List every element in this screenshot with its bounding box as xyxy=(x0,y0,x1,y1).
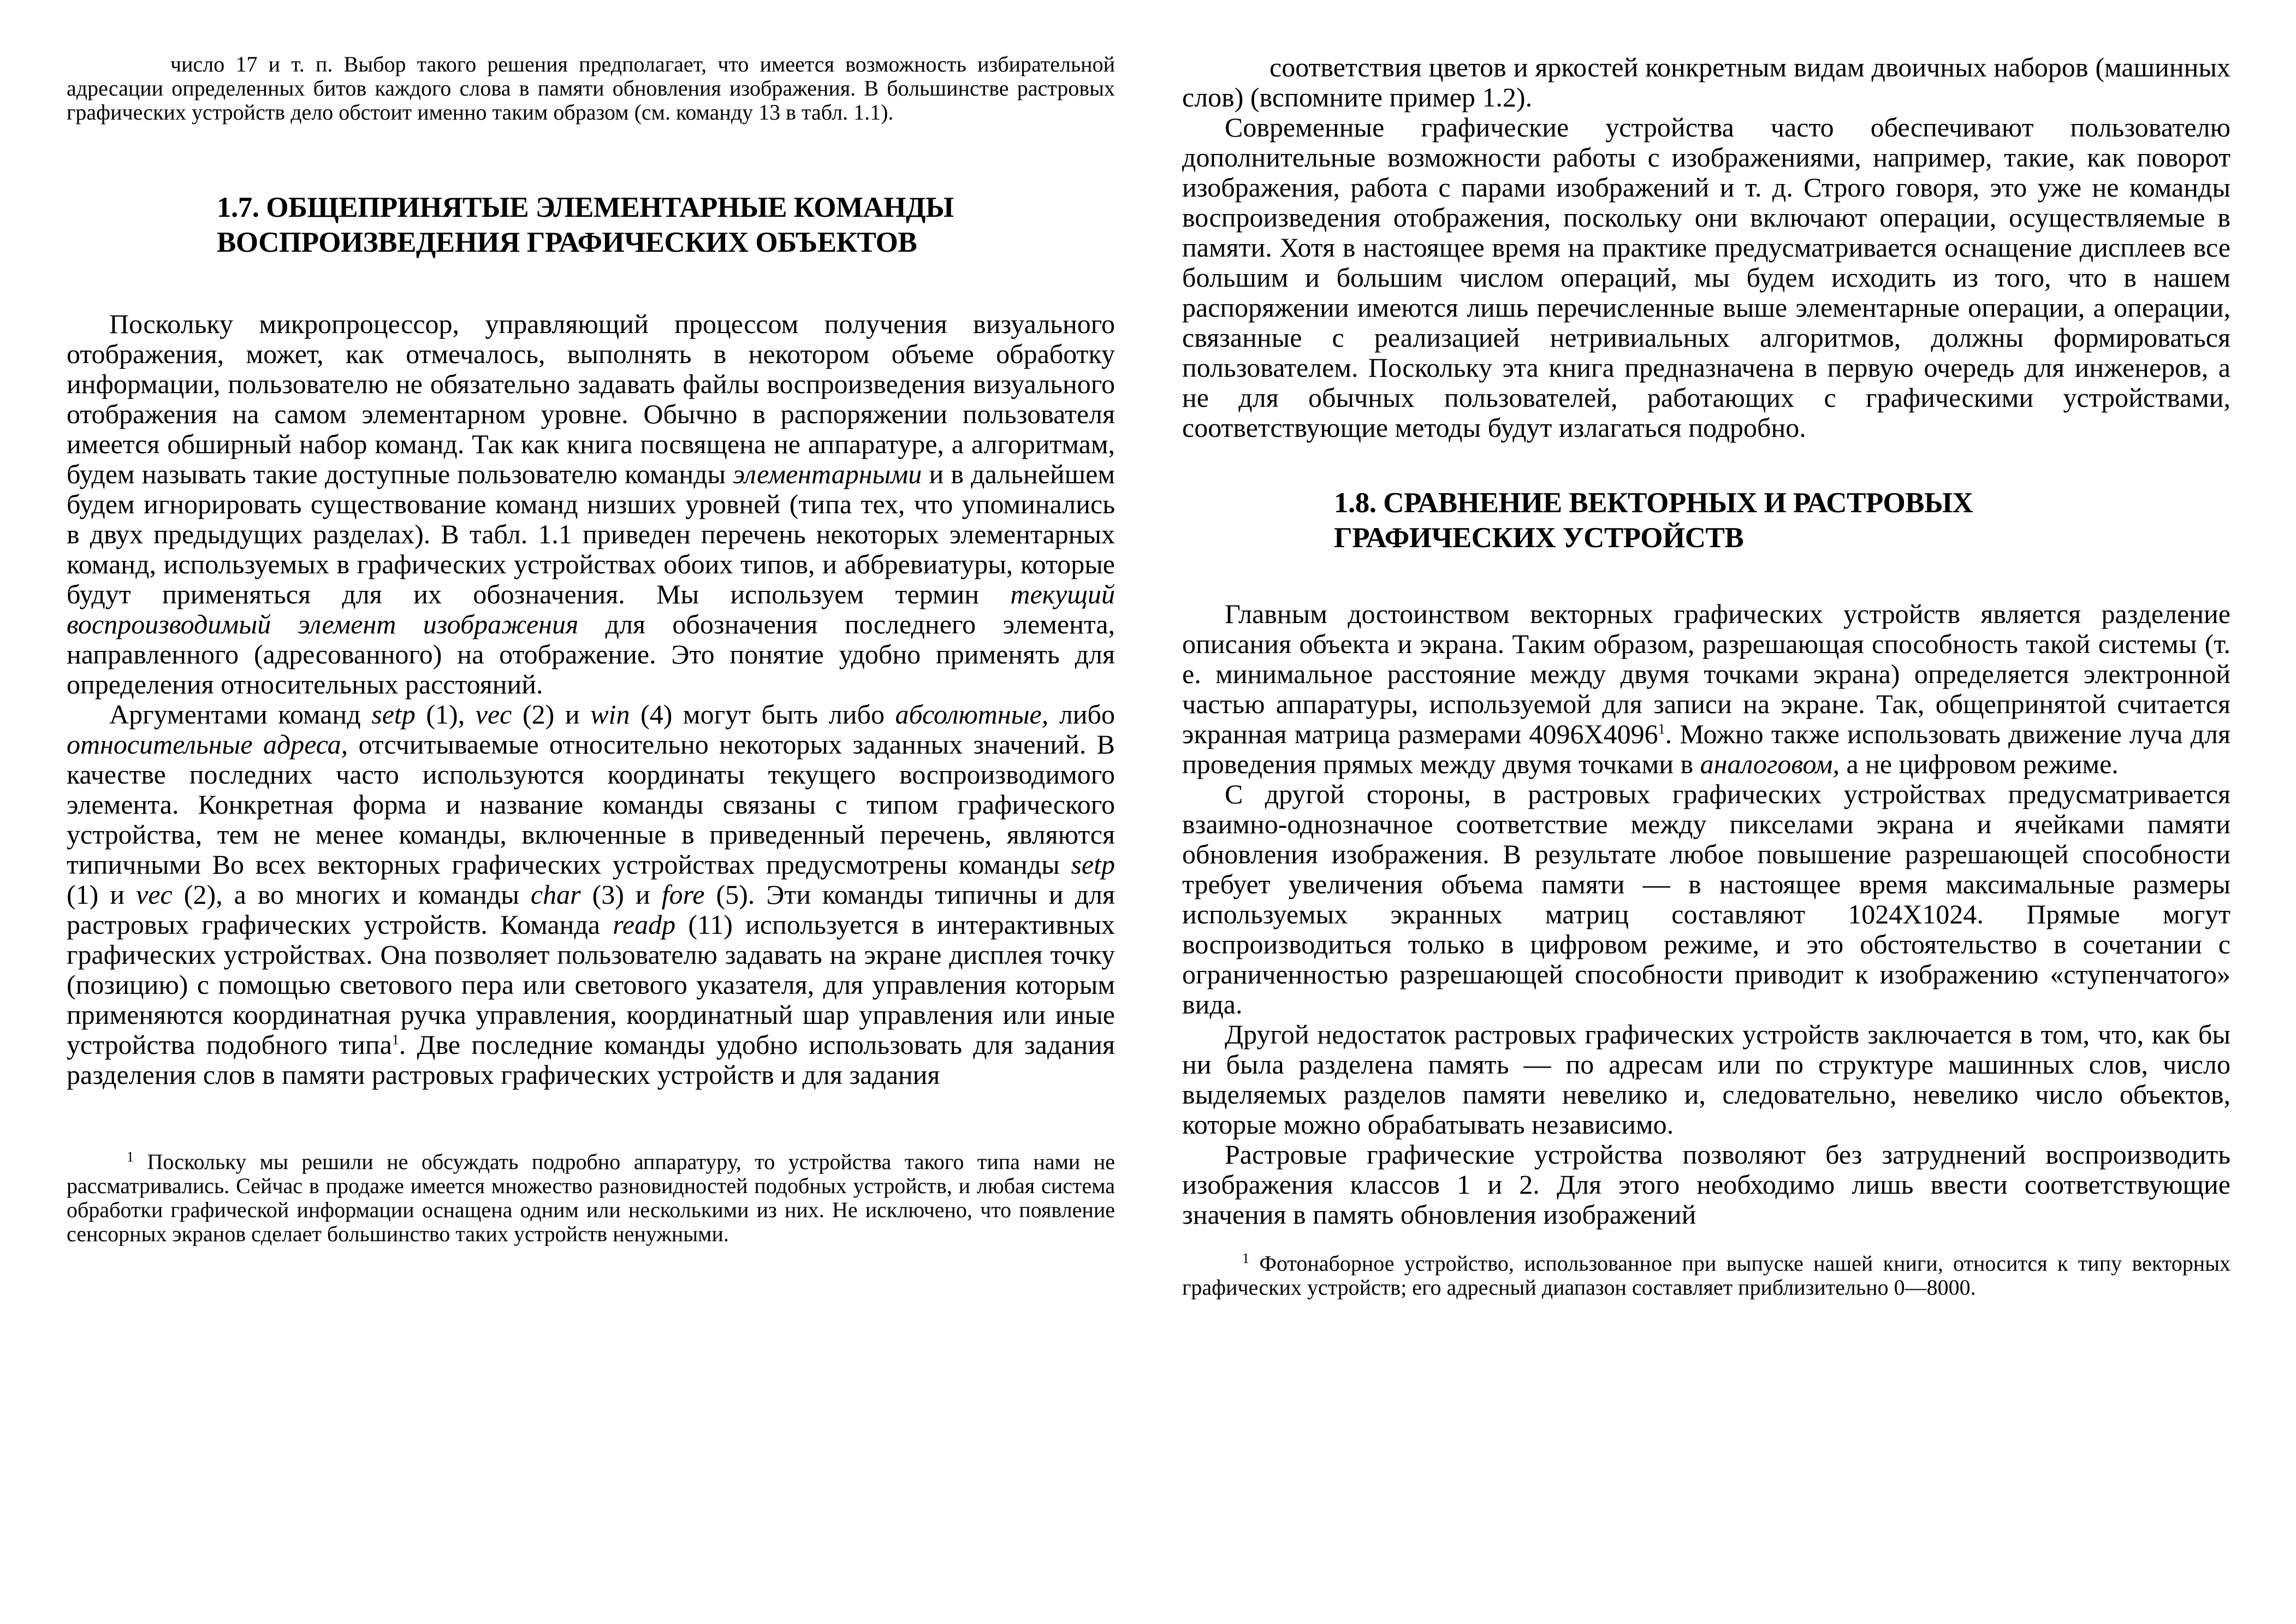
right-paragraph-2 xyxy=(1182,599,2230,779)
left-p2-text: (3) и xyxy=(580,879,662,910)
left-p1-text3: для обозначения последнего элемента, направленного (адресованного) на отображение. Это понятие удобно применять для определения относительных расстояний. xyxy=(67,609,1115,700)
left-heading-line2: ВОСПРОИЗВЕДЕНИЯ ГРАФИЧЕСКИХ ОБЪЕКТОВ xyxy=(217,227,917,258)
left-p2-text: (1) и xyxy=(67,879,137,910)
left-footnote-mark: 1 xyxy=(127,1149,134,1165)
command-setp: setp xyxy=(371,699,416,730)
left-p2-text: отсчитываемые относительно некоторых заданных значений. В качестве последних часто используются координаты текущего воспроизводимого элемента. Конкретная форма и название команды связаны с типом графического устройства, тем не менее команды, включенные в приведенный перечень, являются типичными Во всех векторных графических устройствах предусмотрены команды xyxy=(67,729,1115,880)
left-p2-text: . Две последние команды удобно использовать для задания разделения слов в памяти растровых графических устройств и для задания xyxy=(67,1029,1115,1090)
right-footnote xyxy=(1182,1252,2230,1300)
left-intro-paragraph: число 17 и т. п. Выбор такого решения предполагает, что имеется возможность избирательной адресации определенных битов каждого слова в памяти обновления изображения. В большинстве растровых графических устройств дело обстоит именно таким образом (см. команду 13 в табл. 1.1). xyxy=(67,52,1115,125)
command-char: char xyxy=(530,879,581,910)
left-p2-text: (2) и xyxy=(512,699,591,730)
left-p2-text: (4) могут быть либо xyxy=(630,699,895,730)
left-p1-text2: и в дальнейшем будем игнорировать существование команд низших уровней (типа тех, что упоминались в двух предыдущих разделах). В табл. 1.1 приведен перечень некоторых элементарных команд, используемых в графических устройствах обоих типов, и аббревиатуры, которые будут применяться для их обозначения. Мы используем термин xyxy=(67,459,1115,609)
left-footnote xyxy=(67,1150,1115,1246)
right-paragraph-3: С другой стороны, в растровых графических устройствах предусматривается взаимно-однозначное соответствие между пикселами экрана и ячейками памяти обновления изображения. В результате любое повышение разрешающей способности требует увеличения объема памяти — в настоящее время максимальные размеры используемых экранных матриц составляют 1024Х1024. Прямые могут воспроизводиться только в цифровом режиме, и это обстоятельство в сочетании с ограниченностью разрешающей способности приводит к изображению «ступенчатого» вида. xyxy=(1182,779,2230,1020)
left-p2-text: (1), xyxy=(415,699,476,730)
left-page xyxy=(67,52,1115,1246)
left-p2-text: (2), а во многих и команды xyxy=(172,879,531,910)
right-intro-paragraph: соответствия цветов и яркостей конкретным видам двоичных наборов (машинных слов) (вспомните пример 1.2). xyxy=(1182,52,2230,112)
left-p1-text1: Поскольку микропроцессор, управляющий процессом получения визуального отображения, может, как отмечалось, выполнять в некотором объеме обработку информации, пользователю не обязательно задавать файлы воспроизведения визуального отображения на самом элементарном уровне. Обычно в распоряжении пользователя имеется обширный набор команд. Так как книга посвящена не аппаратуре, а алгоритмам, будем называть такие доступные пользователю команды xyxy=(67,309,1115,489)
left-p2-text: либо xyxy=(1048,699,1115,730)
term-analog: аналоговом, xyxy=(1700,749,1840,779)
right-p2-text2: . Можно также использовать движение луча для проведения прямых между двумя точками в xyxy=(1182,719,2230,779)
right-paragraph-4: Другой недостаток растровых графических устройств заключается в том, что, как бы ни была разделена память — по адресам или по структуре машинных слов, число выделяемых разделов памяти невелико и, следовательно, невелико число объектов, которые можно обрабатывать независимо. xyxy=(1182,1019,2230,1140)
command-vec: vec xyxy=(136,879,173,910)
right-footnote-mark: 1 xyxy=(1242,1250,1249,1266)
command-readp: readp xyxy=(613,909,676,940)
left-p2-text: Аргументами команд xyxy=(109,699,372,730)
right-footnote-text: Фотонаборное устройство, использованное при выпуске нашей книги, относится к типу векторных графических устройств; его адресный диапазон составляет приблизительно 0—8000. xyxy=(1182,1251,2231,1300)
right-section-heading xyxy=(1182,485,2230,555)
term-absolute: абсолютные, xyxy=(895,699,1049,730)
right-page xyxy=(1182,52,2230,1300)
command-fore: fore xyxy=(661,879,705,910)
right-p2-text3: а не цифровом режиме. xyxy=(1839,749,2119,779)
left-footnote-text: Поскольку мы решили не обсуждать подробно аппаратуру, то устройства такого типа нами не рассматривались. Сейчас в продаже имеется множество разновидностей подобных устройств, и любая система обработки графической информации оснащена одним или несколькими из них. Не исключено, что появление сенсорных экранов сделает большинство таких устройств ненужными. xyxy=(67,1149,1115,1246)
right-heading-line1: 1.8. СРАВНЕНИЕ ВЕКТОРНЫХ И РАСТРОВЫХ xyxy=(1334,487,1973,519)
left-p1-italic2: текущий воспроизводимый элемент изображения xyxy=(67,579,1115,639)
left-paragraph-2 xyxy=(67,700,1115,1090)
footnote-reference: 1 xyxy=(1658,721,1665,737)
right-paragraph-5: Растровые графические устройства позволяют без затруднений воспроизводить изображения классов 1 и 2. Для этого необходимо лишь ввести соответствующие значения в память обновления изображений xyxy=(1182,1139,2230,1230)
command-setp: setp xyxy=(1071,849,1115,880)
left-heading-line1: 1.7. ОБЩЕПРИНЯТЫЕ ЭЛЕМЕНТАРНЫЕ КОМАНДЫ xyxy=(217,192,954,223)
right-p2-text1: Главным достоинством векторных графических устройств является разделение описания объекта и экрана. Таким образом, разрешающая способность такой системы (т. е. минимальное расстояние между двумя точками экрана) определяется электронной частью аппаратуры, используемой для записи на экране. Так, общепринятой считается экранная матрица размерами 4096Х4096 xyxy=(1182,598,2230,749)
left-section-heading xyxy=(67,190,1115,260)
right-paragraph-1: Современные графические устройства часто обеспечивают пользователю дополнительные возможности работы с изображениями, например, такие, как поворот изображения, работа с парами изображений и т. д. Строго говоря, это уже не команды воспроизведения отображения, поскольку они включают операции, осуществляемые в памяти. Хотя в настоящее время на практике предусматривается оснащение дисплеев все большим и большим числом операций, мы будем исходить из того, что в нашем распоряжении имеются лишь перечисленные выше элементарные операции, а операции, связанные с реализацией нетривиальных алгоритмов, должны формироваться пользователем. Поскольку эта книга предназначена в первую очередь для инженеров, а не для обычных пользователей, работающих с графическими устройствами, соответствующие методы будут излагаться подробно. xyxy=(1182,112,2230,443)
left-paragraph-1 xyxy=(67,309,1115,700)
term-relative-addresses: относительные адреса, xyxy=(67,729,348,760)
left-p2-text: (11) используется в интерактивных графических устройствах. Она позволяет пользователю задавать на экране дисплея точку (позицию) с помощью светового пера или светового указателя, для управления которым применяются координатная ручка управления, координатный шар управления или иные устройства подобного типа xyxy=(67,909,1115,1060)
command-win: win xyxy=(590,699,630,730)
left-p2-text: (5). Эти команды типичны и для растровых графических устройств. Команда xyxy=(67,879,1116,940)
right-heading-line2: ГРАФИЧЕСКИХ УСТРОЙСТВ xyxy=(1334,522,1744,554)
footnote-reference: 1 xyxy=(391,1032,399,1048)
command-vec: vec xyxy=(475,699,512,730)
left-p1-italic1: элементарными xyxy=(733,459,922,489)
